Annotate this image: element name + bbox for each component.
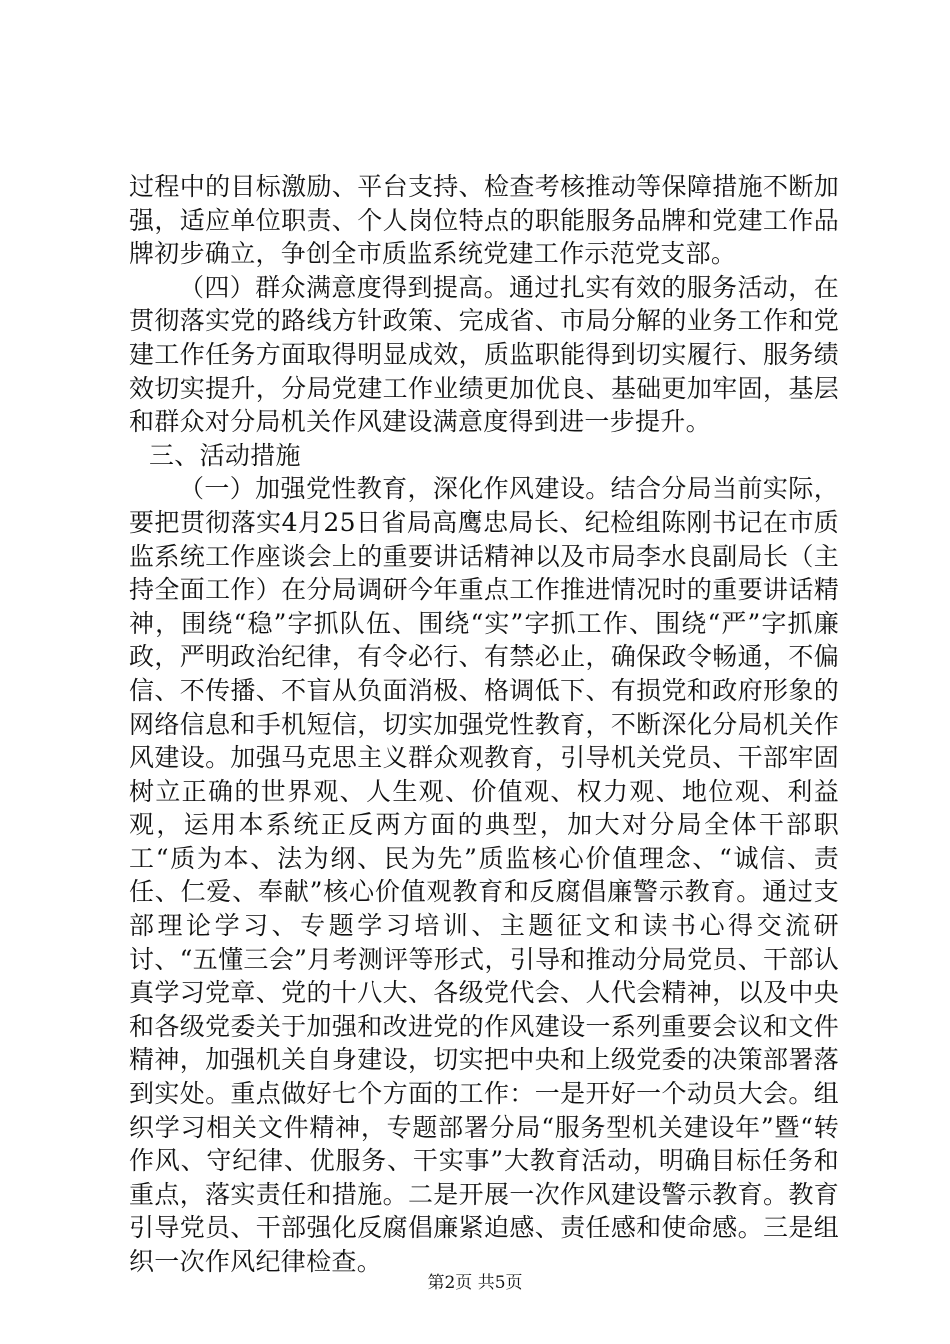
document-body bbox=[129, 170, 839, 1279]
paragraph-party-education: （一）加强党性教育，深化作风建设。结合分局当前实际，要把贯彻落实4月25日省局高鹰忠局长、纪检组陈刚书记在市质监系统工作座谈会上的重要讲话精神以及市局李水良副局长（主持全面工作）在分局调研今年重点工作推进情况时的重要讲话精神，围绕“稳”字抓队伍、围绕“实”字抓工作、围绕“严”字抓廉政，严明政治纪律，有令必行、有禁必止，确保政令畅通，不偏信、不传播、不盲从负面消极、格调低下、有损党和政府形象的网络信息和手机短信，切实加强党性教育，不断深化分局机关作风建设。加强马克思主义群众观教育，引导机关党员、干部牢固树立正确的世界观、人生观、价值观、权力观、地位观、利益观，运用本系统正反两方面的典型，加大对分局全体干部职工“质为本、法为纲、民为先”质监核心价值理念、“诚信、责任、仁爱、奉献”核心价值观教育和反腐倡廉警示教育。通过支部理论学习、专题学习培训、主题征文和读书心得交流研讨、“五懂三会”月考测评等形式，引导和推动分局党员、干部认真学习党章、党的十八大、各级党代会、人代会精神，以及中央和各级党委关于加强和改进党的作风建设一系列重要会议和文件精神，加强机关自身建设，切实把中央和上级党委的决策部署落到实处。重点做好七个方面的工作：一是开好一个动员大会。组织学习相关文件精神，专题部署分局“服务型机关建设年”暨“转作风、守纪律、优服务、干实事”大教育活动，明确目标任务和重点，落实责任和措施。二是开展一次作风建设警示教育。教育引导党员、干部强化反腐倡廉紧迫感、责任感和使命感。三是组织一次作风纪律检查。 bbox=[129, 474, 839, 1276]
section-heading-measures: 三、活动措施 bbox=[149, 440, 301, 470]
paragraph-continuation: 过程中的目标激励、平台支持、检查考核推动等保障措施不断加强，适应单位职责、个人岗位特点的职能服务品牌和党建工作品牌初步确立，争创全市质监系统党建工作示范党支部。 bbox=[129, 172, 839, 269]
page-number-footer: 第2页 共5页 bbox=[427, 1273, 523, 1293]
paragraph-satisfaction: （四）群众满意度得到提高。通过扎实有效的服务活动，在贯彻落实党的路线方针政策、完成省、市局分解的业务工作和党建工作任务方面取得明显成效，质监职能得到切实履行、服务绩效切实提升，分局党建工作业绩更加优良、基础更加牢固，基层和群众对分局机关作风建设满意度得到进一步提升。 bbox=[129, 272, 839, 437]
